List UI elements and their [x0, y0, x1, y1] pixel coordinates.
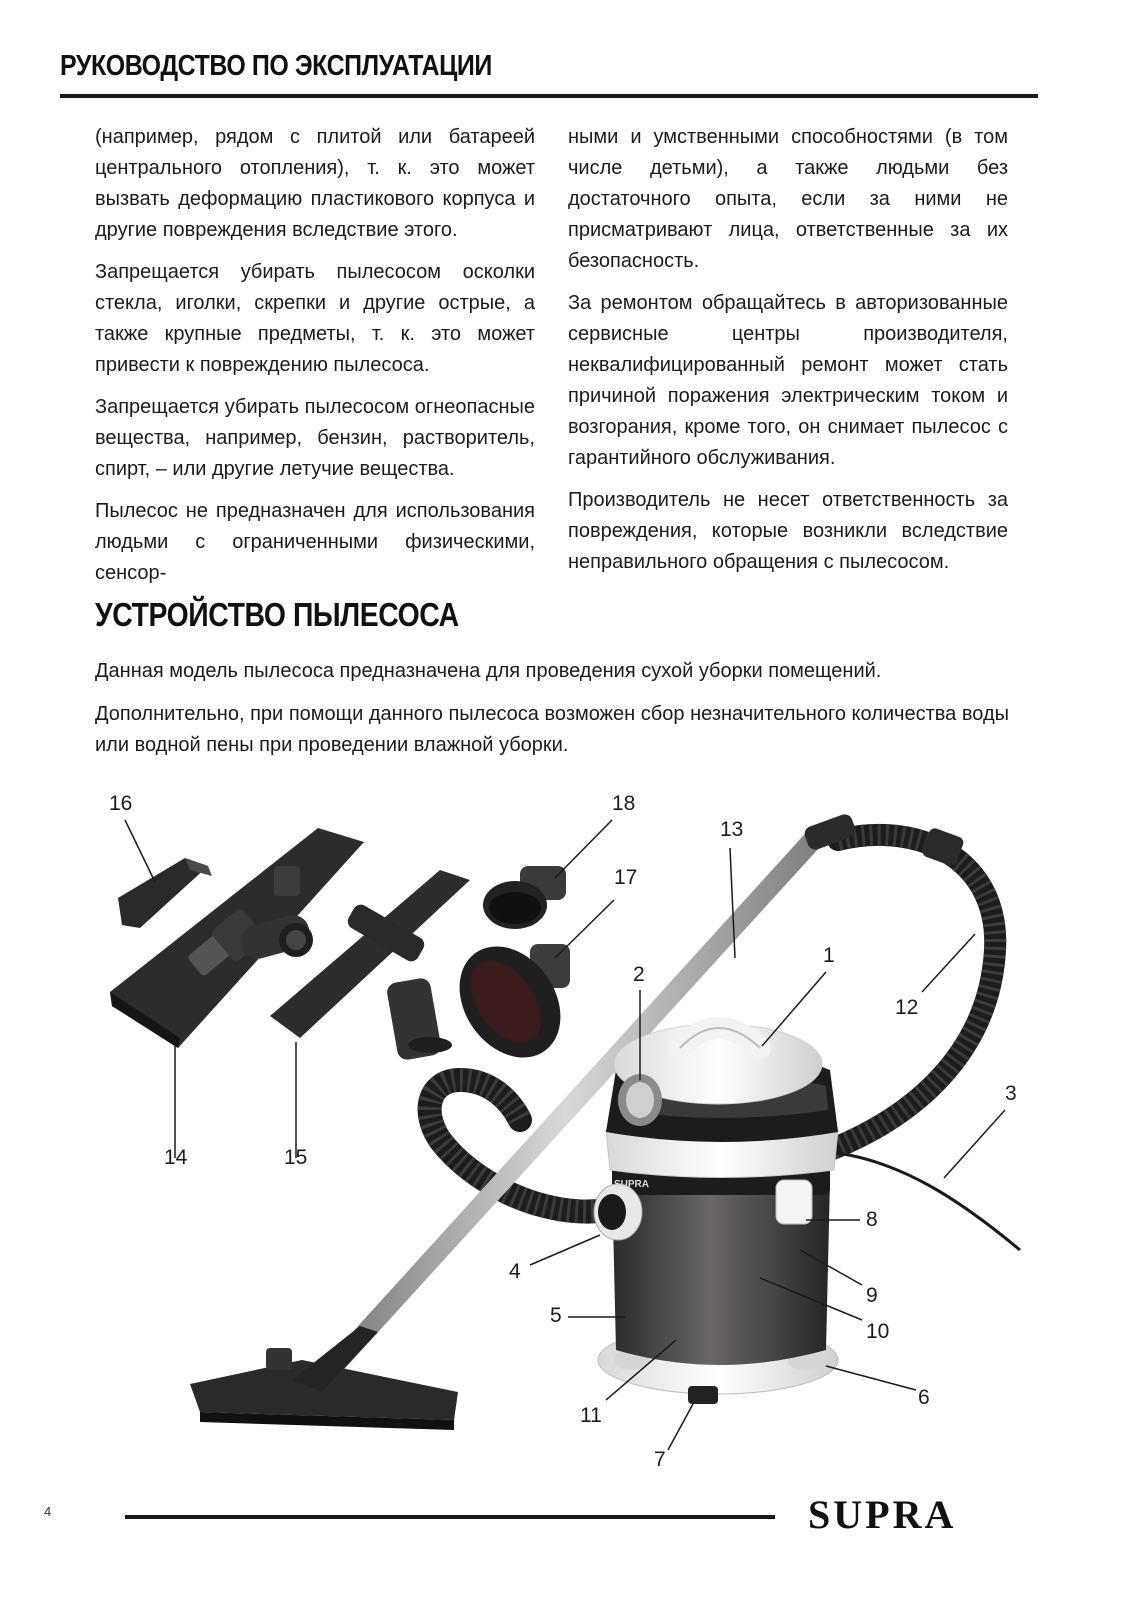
- section-intro: [95, 656, 1009, 773]
- callout-12: 12: [895, 996, 919, 1019]
- upholstery-nozzle: [439, 927, 582, 1077]
- right-paragraph-3: Производитель не несет ответственность за повреждения, которые возникли вследствие неправильного обращения с пылесосом.: [568, 489, 1008, 573]
- callout-11: 11: [580, 1404, 602, 1427]
- callout-15: 15: [284, 1146, 308, 1169]
- left-paragraph-3: Запрещается убирать пылесосом огнеопасные вещества, например, бензин, растворитель, спирт, – или другие летучие вещества.: [95, 396, 535, 480]
- unit-brand-label: SUPRA: [614, 1179, 650, 1190]
- left-paragraph-1: (например, рядом с плитой или батареей центрального отопления), т. к. это может вызвать деформацию пластикового корпуса и другие повреждения вследствие этого.: [95, 126, 535, 241]
- vacuum-body: [594, 1024, 838, 1404]
- callout-9: 9: [866, 1284, 878, 1307]
- callout-10: 10: [866, 1320, 890, 1343]
- hose-upper: [830, 835, 995, 1150]
- page-header-title: РУКОВОДСТВО ПО ЭКСПЛУАТАЦИИ: [60, 50, 492, 82]
- callout-17: 17: [614, 866, 638, 889]
- right-column: [568, 122, 1008, 589]
- callout-13: 13: [720, 818, 744, 841]
- intro-paragraph-1: Данная модель пылесоса предназначена для проведения сухой уборки помещений.: [95, 660, 882, 682]
- vacuum-diagram: [0, 780, 1128, 1480]
- left-paragraph-2: Запрещается убирать пылесосом осколки стекла, иголки, скрепки и другие острые, а также крупные предметы, т. к. это может привести к повреждению пылесоса.: [95, 261, 535, 376]
- round-brush: [483, 866, 566, 929]
- left-paragraph-4: Пылесос не предназначен для использования людьми с ограниченными физическими, сенсор-: [95, 500, 535, 584]
- brand-logo: SUPRA: [808, 1492, 957, 1537]
- callout-18: 18: [612, 792, 636, 815]
- callout-8: 8: [866, 1208, 878, 1231]
- floor-brush: [190, 1326, 458, 1430]
- footer-rule: [125, 1515, 775, 1519]
- callout-2: 2: [633, 963, 645, 986]
- right-paragraph-2: За ремонтом обращайтесь в авторизованные сервисные центры производителя, неквалифицированный ремонт может стать причиной поражения электрическим током и возгорания, кроме того, он снимает пылесос с гарантийного обслуживания.: [568, 292, 1008, 469]
- callout-7: 7: [654, 1448, 666, 1471]
- crevice-nozzle: [118, 858, 212, 928]
- callout-4: 4: [509, 1260, 521, 1283]
- header-rule: [60, 94, 1038, 98]
- callout-5: 5: [550, 1304, 562, 1327]
- page-number: 4: [44, 1504, 52, 1519]
- intro-paragraph-2: Дополнительно, при помощи данного пылесоса возможен сбор незначительного количества воды или водной пены при проведении влажной уборки.: [95, 703, 1009, 756]
- callout-16: 16: [109, 792, 133, 815]
- left-column: [95, 122, 535, 600]
- vacuum-illustration: [0, 780, 1128, 1480]
- section-title: УСТРОЙСТВО ПЫЛЕСОСА: [95, 596, 459, 633]
- floor-nozzle-accessory: [110, 828, 364, 1048]
- callout-3: 3: [1005, 1082, 1017, 1105]
- power-cord: [830, 1152, 1020, 1250]
- callout-6: 6: [918, 1386, 930, 1409]
- callout-14: 14: [164, 1146, 188, 1169]
- right-paragraph-1: ными и умственными способностями (в том числе детьми), а также людьми без достаточного опыта, если за ними не присматривают лица, ответственные за их безопасность.: [568, 126, 1008, 272]
- callout-1: 1: [823, 944, 835, 967]
